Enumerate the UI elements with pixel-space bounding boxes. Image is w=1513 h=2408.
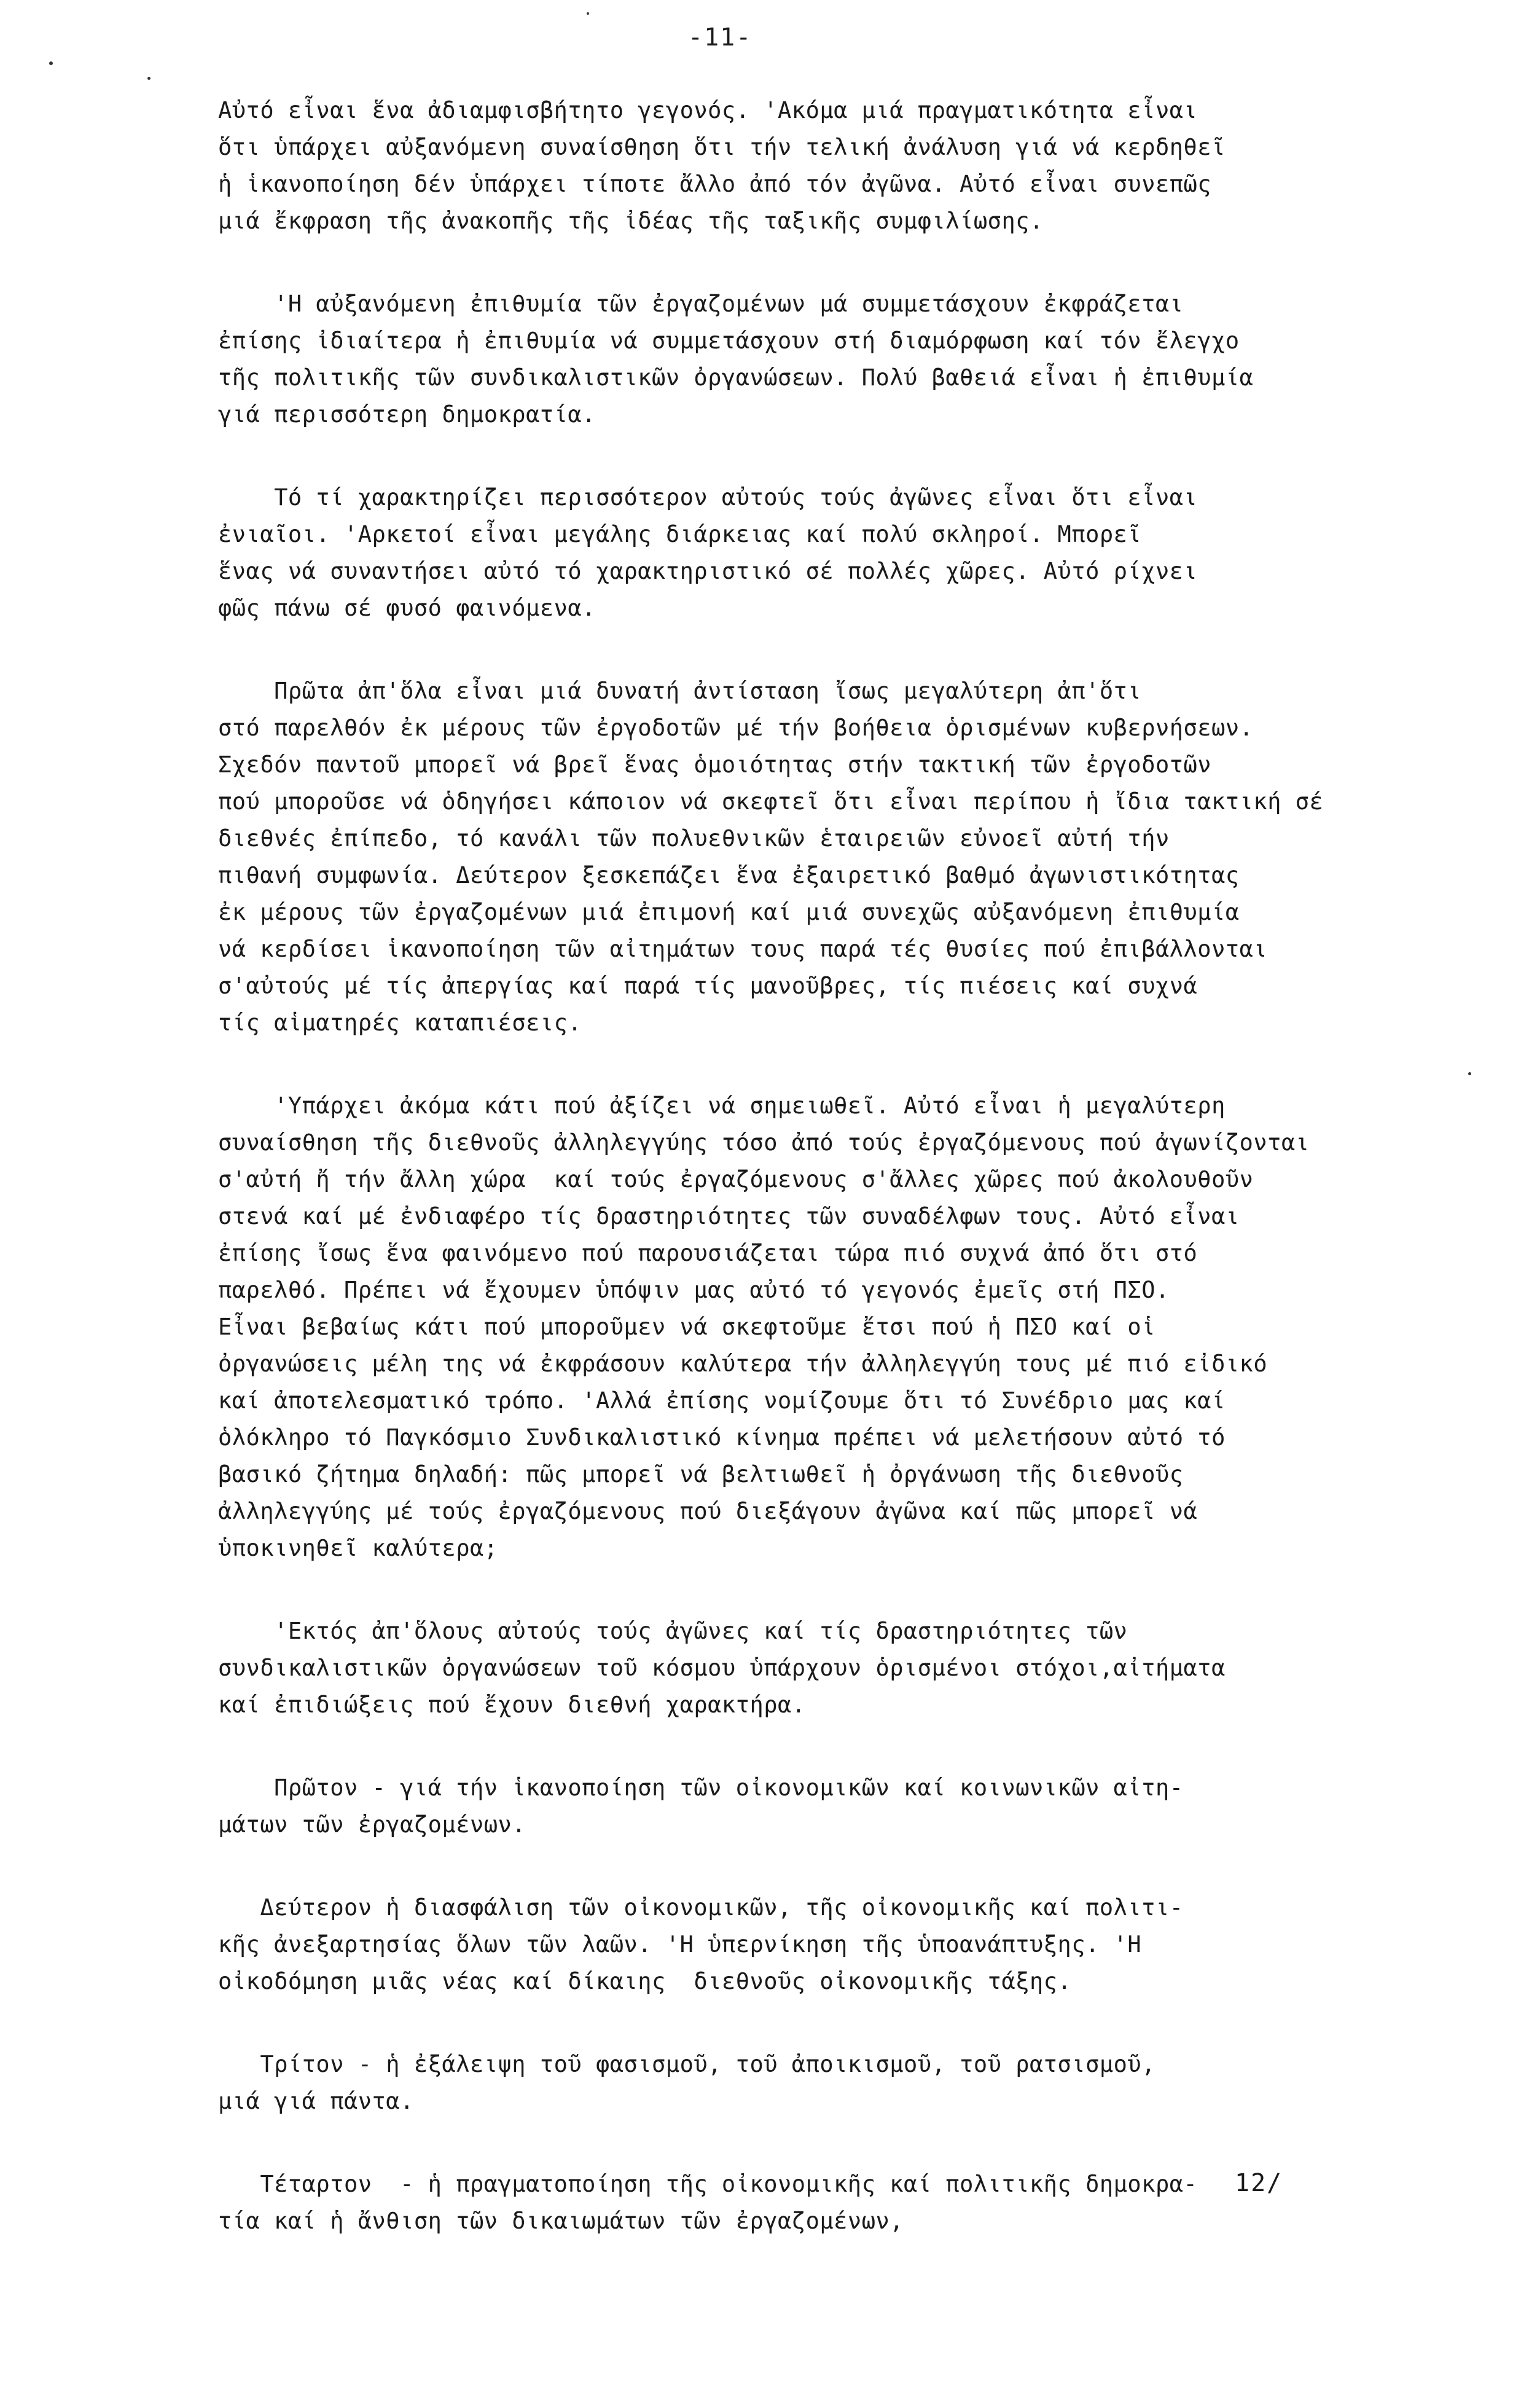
text-line: Εἶναι βεβαίως κάτι πού μποροῦμεν νά σκεφτοῦμε ἔτσι πού ἡ ΠΣΟ καί οἱ [218, 1314, 1155, 1340]
document-body [218, 92, 1422, 2286]
text-line: ὑποκινηθεῖ καλύτερα; [218, 1535, 498, 1561]
text-line: Αὐτό εἶναι ἕνα ἀδιαμφισβήτητο γεγονός. 'Ακόμα μιά πραγματικότητα εἶναι [218, 97, 1198, 124]
paragraph [218, 673, 1422, 1041]
text-line: σ'αὐτούς μέ τίς ἀπεργίας καί παρά τίς μανοῦβρες, τίς πιέσεις καί συχνά [218, 973, 1198, 999]
scan-speck [1468, 1072, 1471, 1075]
text-line: στενά καί μέ ἐνδιαφέρο τίς δραστηριότητες τῶν συναδέλφων τους. Αὐτό εἶναι [218, 1203, 1240, 1229]
text-line: τίς αἱματηρές καταπιέσεις. [218, 1010, 582, 1036]
text-line: νά κερδίσει ἱκανοποίηση τῶν αἰτημάτων τους παρά τές θυσίες πού ἐπιβάλλονται [218, 936, 1268, 962]
scan-speck [147, 77, 151, 80]
paragraph [218, 1770, 1422, 1843]
text-line: Σχεδόν παντοῦ μπορεῖ νά βρεῖ ἕνας ὁμοιότητας στήν τακτική τῶν ἐργοδοτῶν [218, 751, 1212, 778]
text-line: μάτων τῶν ἐργαζομένων. [218, 1811, 526, 1838]
text-line: τῆς πολιτικῆς τῶν συνδικαλιστικῶν ὀργανώσεων. Πολύ βαθειά εἶναι ἡ ἐπιθυμία [218, 364, 1254, 391]
text-line: στό παρελθόν ἐκ μέρους τῶν ἐργοδοτῶν μέ τήν βοήθεια ὁρισμένων κυβερνήσεων. [218, 715, 1254, 741]
text-line: καί ἐπιδιώξεις πού ἔχουν διεθνή χαρακτήρα. [218, 1692, 806, 1718]
text-line: 'Υπάρχει ἀκόμα κάτι πού ἀξίζει νά σημειωθεῖ. Αὐτό εἶναι ἡ μεγαλύτερη [218, 1092, 1226, 1119]
paragraph [218, 1088, 1422, 1567]
text-line: ἐπίσης ἴσως ἕνα φαινόμενο πού παρουσιάζεται τώρα πιό συχνά ἀπό ὅτι στό [218, 1240, 1198, 1266]
paragraph [218, 286, 1422, 433]
text-line: τία καί ἡ ἄνθιση τῶν δικαιωμάτων τῶν ἐργαζομένων, [218, 2208, 904, 2234]
text-line: ὀργανώσεις μέλη της νά ἐκφράσουν καλύτερα τήν ἀλληλεγγύη τους μέ πιό εἰδικό [218, 1351, 1268, 1377]
text-line: Πρῶτον - γιά τήν ἱκανοποίηση τῶν οἰκονομικῶν καί κοινωνικῶν αἰτη- [218, 1775, 1184, 1801]
paragraph [218, 479, 1422, 627]
text-line: πιθανή συμφωνία. Δεύτερον ξεσκεπάζει ἕνα ἐξαιρετικό βαθμό ἀγωνιστικότητας [218, 862, 1240, 888]
text-line: Τό τί χαρακτηρίζει περισσότερον αὐτούς τούς ἀγῶνες εἶναι ὅτι εἶναι [218, 484, 1198, 511]
paragraph [218, 1889, 1422, 2000]
text-line: συνδικαλιστικῶν ὀργανώσεων τοῦ κόσμου ὑπάρχουν ὁρισμένοι στόχοι,αἰτήματα [218, 1655, 1226, 1681]
text-line: ὅτι ὑπάρχει αὐξανόμενη συναίσθηση ὅτι τήν τελική ἀνάλυση γιά νά κερδηθεῖ [218, 134, 1226, 160]
text-line: 'Η αὐξανόμενη ἐπιθυμία τῶν ἐργαζομένων μά συμμετάσχουν ἐκφράζεται [218, 291, 1184, 317]
text-line: συναίσθηση τῆς διεθνοῦς ἀλληλεγγύης τόσο ἀπό τούς ἐργαζόμενους πού ἀγωνίζονται [218, 1129, 1310, 1156]
text-line: ἐπίσης ἰδιαίτερα ἡ ἐπιθυμία νά συμμετάσχουν στή διαμόρφωση καί τόν ἔλεγχο [218, 327, 1240, 354]
scan-speck [49, 61, 53, 65]
text-line: βασικό ζήτημα δηλαδή: πῶς μπορεῖ νά βελτιωθεῖ ἡ ὀργάνωση τῆς διεθνοῦς [218, 1461, 1184, 1488]
text-line: μιά ἔκφραση τῆς ἀνακοπῆς τῆς ἰδέας τῆς ταξικῆς συμφιλίωσης. [218, 208, 1044, 234]
text-line: ἐκ μέρους τῶν ἐργαζομένων μιά ἐπιμονή καί μιά συνεχῶς αὐξανόμενη ἐπιθυμία [218, 899, 1240, 925]
text-line: πού μποροῦσε νά ὁδηγήσει κάποιον νά σκεφτεῖ ὅτι εἶναι περίπου ἡ ἴδια τακτική σέ [218, 788, 1324, 815]
text-line: ἡ ἱκανοποίηση δέν ὑπάρχει τίποτε ἄλλο ἀπό τόν ἀγῶνα. Αὐτό εἶναι συνεπῶς [218, 171, 1212, 197]
next-page-reference: 12/ [1235, 2169, 1283, 2197]
scan-speck [587, 12, 589, 15]
text-line: ἕνας νά συναντήσει αὐτό τό χαρακτηριστικό σέ πολλές χῶρες. Αὐτό ρίχνει [218, 558, 1198, 584]
text-line: Πρῶτα ἀπ'ὅλα εἶναι μιά δυνατή ἀντίσταση ἴσως μεγαλύτερη ἀπ'ὅτι [218, 678, 1142, 704]
text-line: σ'αὐτή ἤ τήν ἄλλη χώρα καί τούς ἐργαζόμενους σ'ἄλλες χῶρες πού ἀκολουθοῦν [218, 1166, 1254, 1193]
paragraph [218, 92, 1422, 240]
paragraph [218, 1613, 1422, 1724]
text-line: ὁλόκληρο τό Παγκόσμιο Συνδικαλιστικό κίνημα πρέπει νά μελετήσουν αὐτό τό [218, 1424, 1226, 1451]
text-line: γιά περισσότερη δημοκρατία. [218, 401, 596, 428]
page-number: -11- [688, 23, 753, 52]
paragraph [218, 2046, 1422, 2120]
text-line: ἀλληλεγγύης μέ τούς ἐργαζόμενους πού διεξάγουν ἀγῶνα καί πῶς μπορεῖ νά [218, 1498, 1198, 1524]
text-line: παρελθό. Πρέπει νά ἔχουμεν ὑπόψιν μας αὐτό τό γεγονός ἐμεῖς στή ΠΣΟ. [218, 1277, 1170, 1303]
text-line: οἰκοδόμηση μιᾶς νέας καί δίκαιης διεθνοῦς οἰκονομικῆς τάξης. [218, 1968, 1072, 1994]
text-line: μιά γιά πάντα. [218, 2088, 414, 2114]
text-line: διεθνές ἐπίπεδο, τό κανάλι τῶν πολυεθνικῶν ἑταιρειῶν εὐνοεῖ αὐτή τήν [218, 825, 1170, 852]
text-line: φῶς πάνω σέ φυσό φαινόμενα. [218, 595, 596, 621]
text-line: κῆς ἀνεξαρτησίας ὅλων τῶν λαῶν. 'Η ὑπερνίκηση τῆς ὑποανάπτυξης. 'Η [218, 1931, 1142, 1958]
text-line: ἐνιαῖοι. 'Αρκετοί εἶναι μεγάλης διάρκειας καί πολύ σκληροί. Μπορεῖ [218, 521, 1142, 547]
text-line: καί ἀποτελεσματικό τρόπο. 'Αλλά ἐπίσης νομίζουμε ὅτι τό Συνέδριο μας καί [218, 1387, 1226, 1414]
text-line: Τέταρτον - ἡ πραγματοποίηση τῆς οἰκονομικῆς καί πολιτικῆς δημοκρα- [218, 2171, 1198, 2197]
text-line: Τρίτον - ἡ ἐξάλειψη τοῦ φασισμοῦ, τοῦ ἀποικισμοῦ, τοῦ ρατσισμοῦ, [218, 2051, 1155, 2077]
text-line: Δεύτερον ἡ διασφάλιση τῶν οἰκονομικῶν, τῆς οἰκονομικῆς καί πολιτι- [218, 1894, 1184, 1921]
text-line: 'Εκτός ἀπ'ὅλους αὐτούς τούς ἀγῶνες καί τίς δραστηριότητες τῶν [218, 1618, 1128, 1644]
